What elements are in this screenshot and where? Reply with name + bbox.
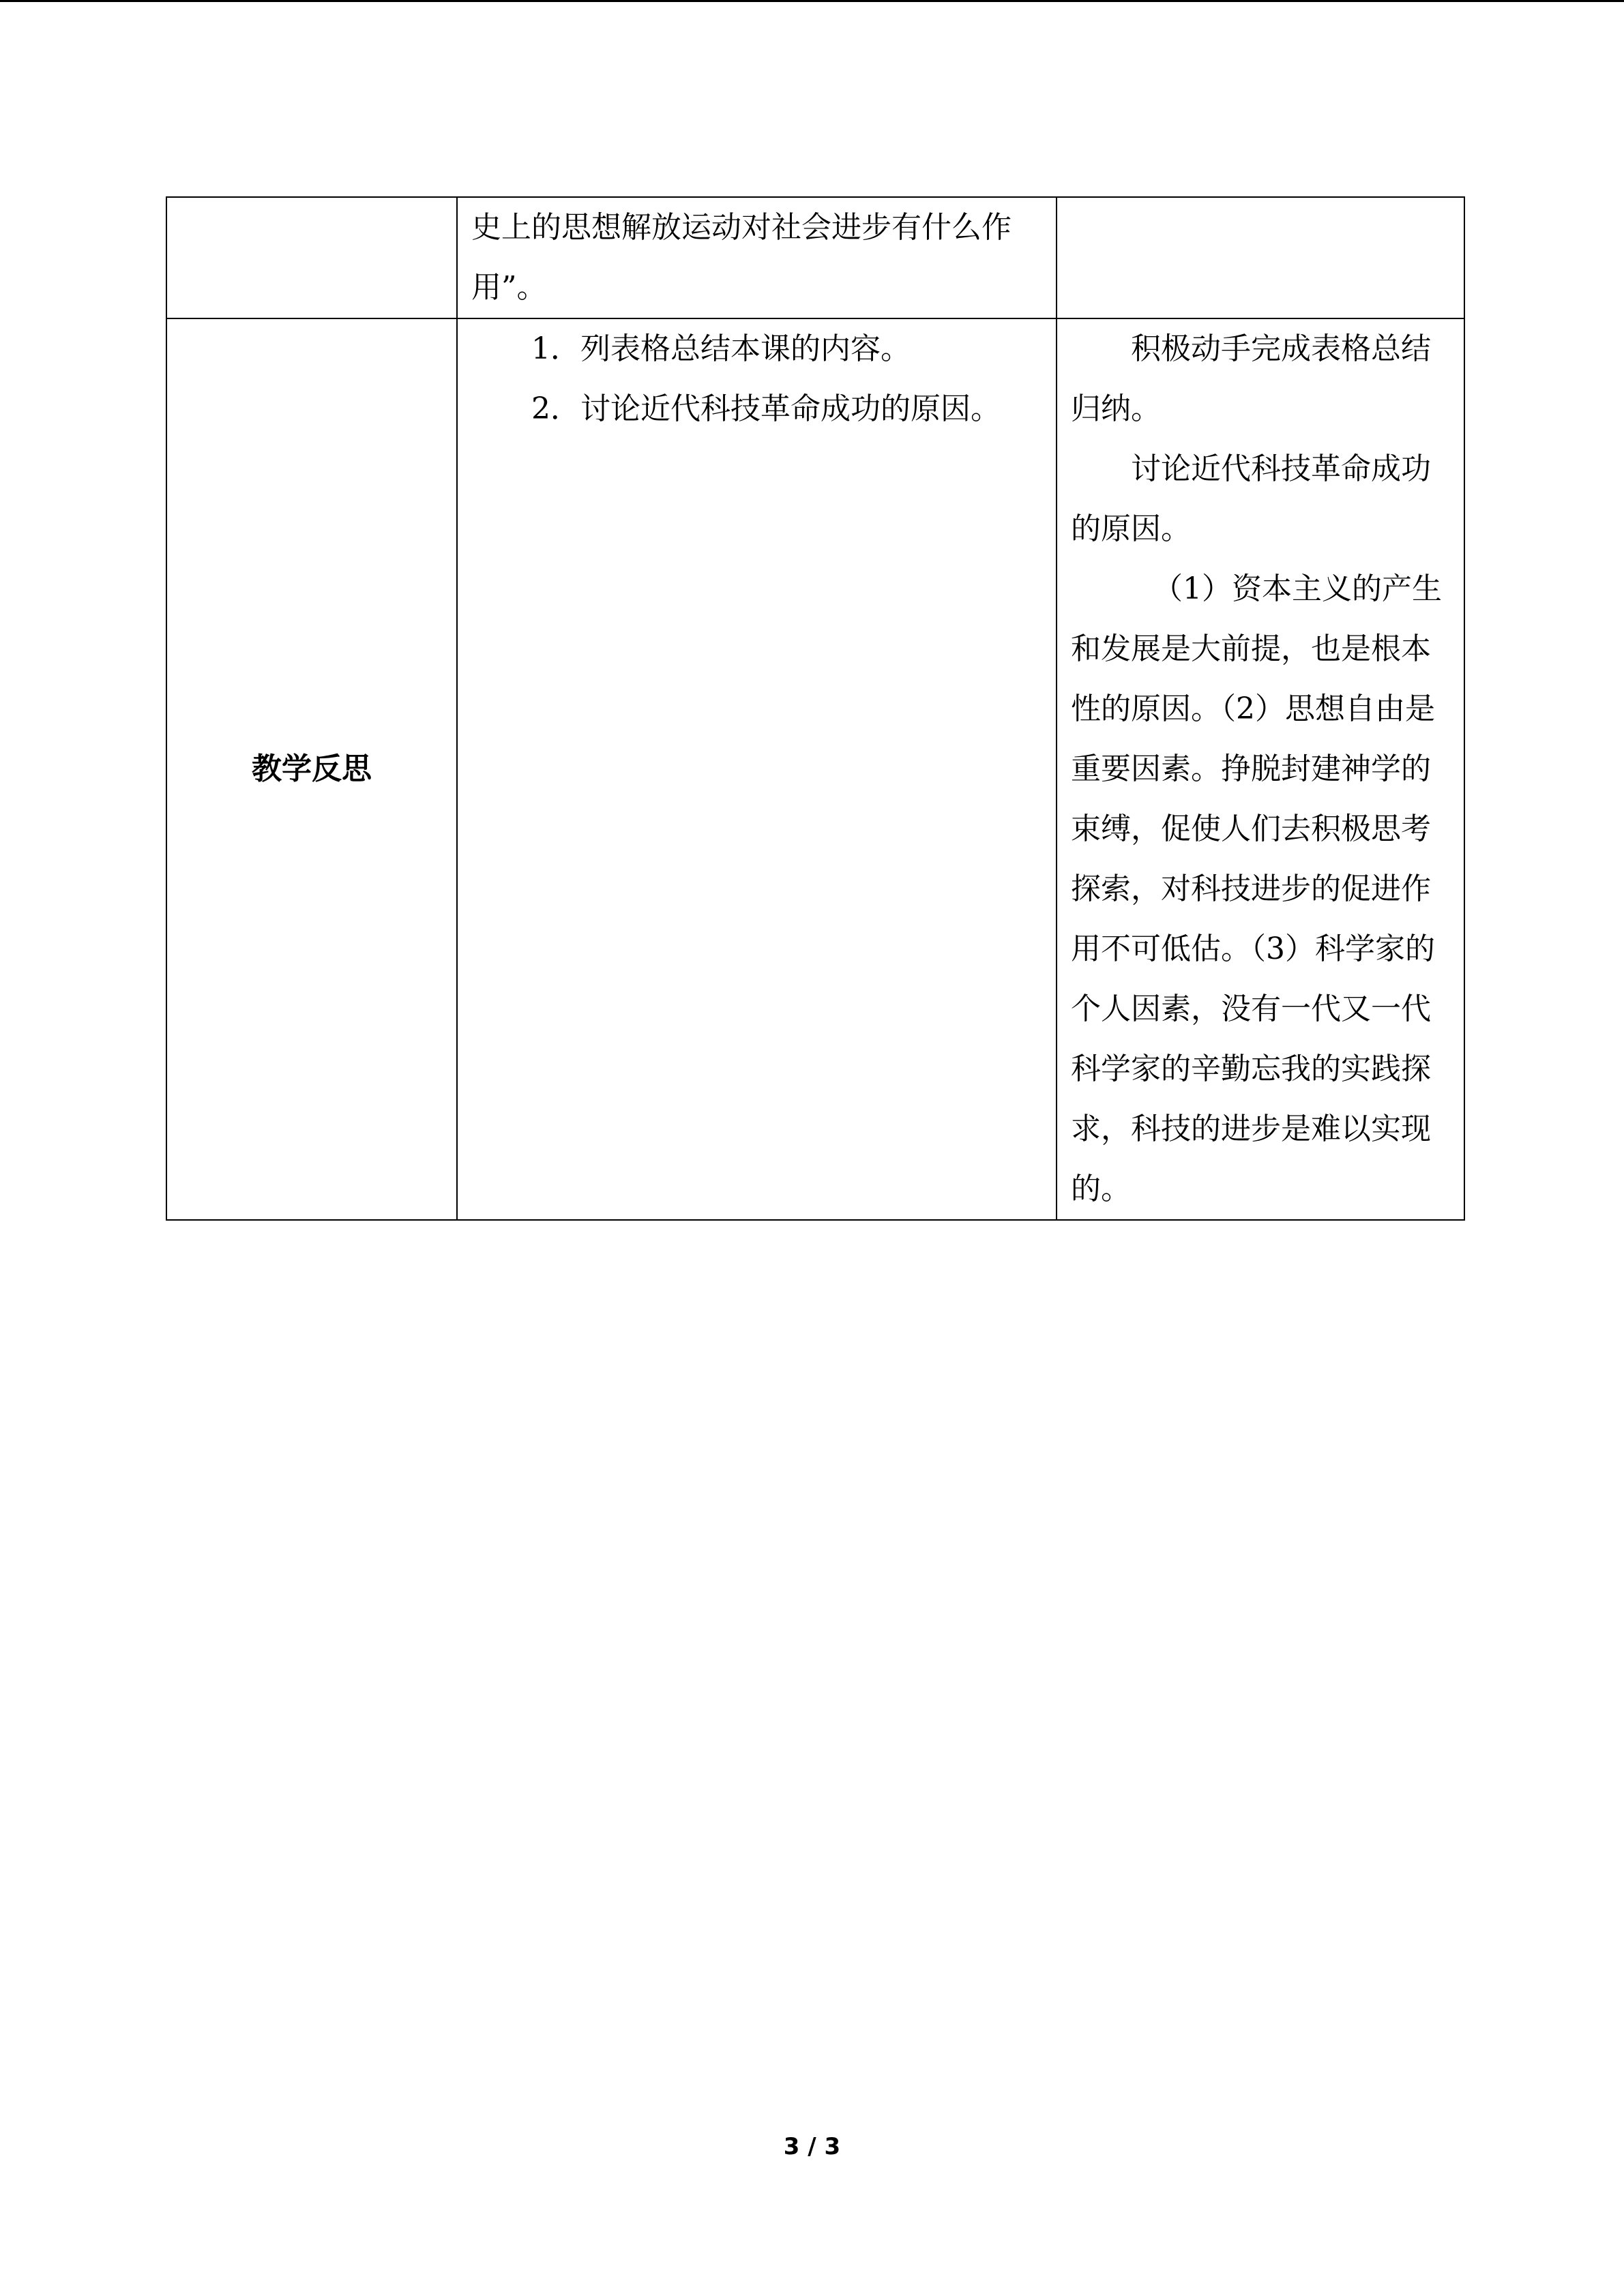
row1-label-cell — [166, 197, 457, 318]
teacher-item-2: 2．讨论近代科技革命成功的原因。 — [531, 391, 1001, 426]
reflection-label: 教学反思 — [166, 318, 457, 1220]
row1-student-cell — [1057, 197, 1464, 318]
reflection-teacher-cell — [457, 318, 1057, 1220]
page-number: 3 / 3 — [783, 2133, 841, 2160]
row1-teacher-text: 史上的思想解放运动对社会进步有什么作用”。 — [471, 210, 1012, 305]
student-paragraph-2: 讨论近代科技革命成功的原因。 — [1071, 451, 1431, 546]
student-paragraph-3: （1）资本主义的产生和发展是大前提，也是根本性的原因。（2）思想自由是重要因素。挣脱封建神学的束缚，促使人们去积极思考探索，对科技进步的促进作用不可低估。（3）科学家的个人因素，没有一代又一代科学家的辛勤忘我的实践探求，科技的进步是难以实现的。 — [1071, 571, 1442, 1206]
reflection-student-cell — [1057, 318, 1464, 1220]
teacher-item-1: 1．列表格总结本课的内容。 — [531, 331, 911, 366]
row1-teacher-cell — [457, 197, 1057, 318]
top-border-line — [0, 0, 1624, 2]
student-paragraph-1: 积极动手完成表格总结归纳。 — [1071, 331, 1431, 426]
lesson-plan-table — [166, 196, 1465, 1221]
table-row-reflection — [166, 318, 1464, 1220]
table-row-continuation — [166, 197, 1464, 318]
